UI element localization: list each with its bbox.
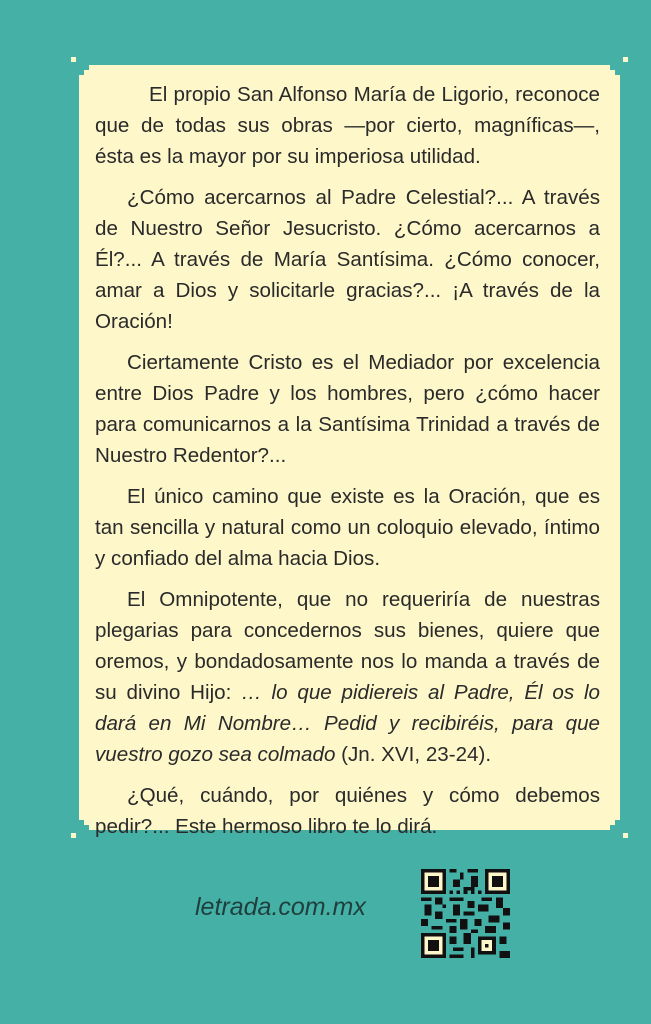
- synopsis-text: [95, 79, 600, 852]
- bible-quote: … lo que pidiereis al Padre, Él os lo dará en Mi Nombre… Pedid y recibiréis, para que vuestro gozo sea colmado: [95, 681, 601, 766]
- publisher-website[interactable]: letrada.com.mx: [195, 893, 366, 921]
- back-cover-text-panel: [79, 65, 620, 838]
- paragraph-5: [95, 584, 600, 770]
- bible-citation: (Jn. XVI, 23-24).: [335, 743, 492, 766]
- paragraph-5-lead: El Omnipotente, que no requeriría de nuestras plegarias para concedernos sus bienes, quiere que oremos, y bondadosamente nos lo manda a través de su divino Hijo:: [95, 588, 600, 704]
- paragraph-3: Ciertamente Cristo es el Mediador por excelencia entre Dios Padre y los hombres, pero ¿cómo hacer para comunicarnos a la Santísima Trinidad a través de Nuestro Redentor?...: [95, 351, 600, 467]
- paragraph-6: ¿Qué, cuándo, por quiénes y cómo debemos pedir?... Este hermoso libro te lo dirá.: [95, 784, 600, 838]
- qr-code-icon[interactable]: [421, 869, 510, 958]
- paragraph-1: El propio San Alfonso María de Ligorio, reconoce que de todas sus obras —por cierto, magníficas—, ésta es la mayor por su imperiosa utilidad.: [95, 83, 600, 168]
- paragraph-2: ¿Cómo acercarnos al Padre Celestial?... A través de Nuestro Señor Jesucristo. ¿Cómo acercarnos a Él?... A través de María Santísima. ¿Cómo conocer, amar a Dios y solicitarle gracias?... ¡A través de la Oración!: [95, 186, 600, 333]
- paragraph-4: El único camino que existe es la Oración, que es tan sencilla y natural como un coloquio elevado, íntimo y confiado del alma hacia Dios.: [95, 485, 600, 570]
